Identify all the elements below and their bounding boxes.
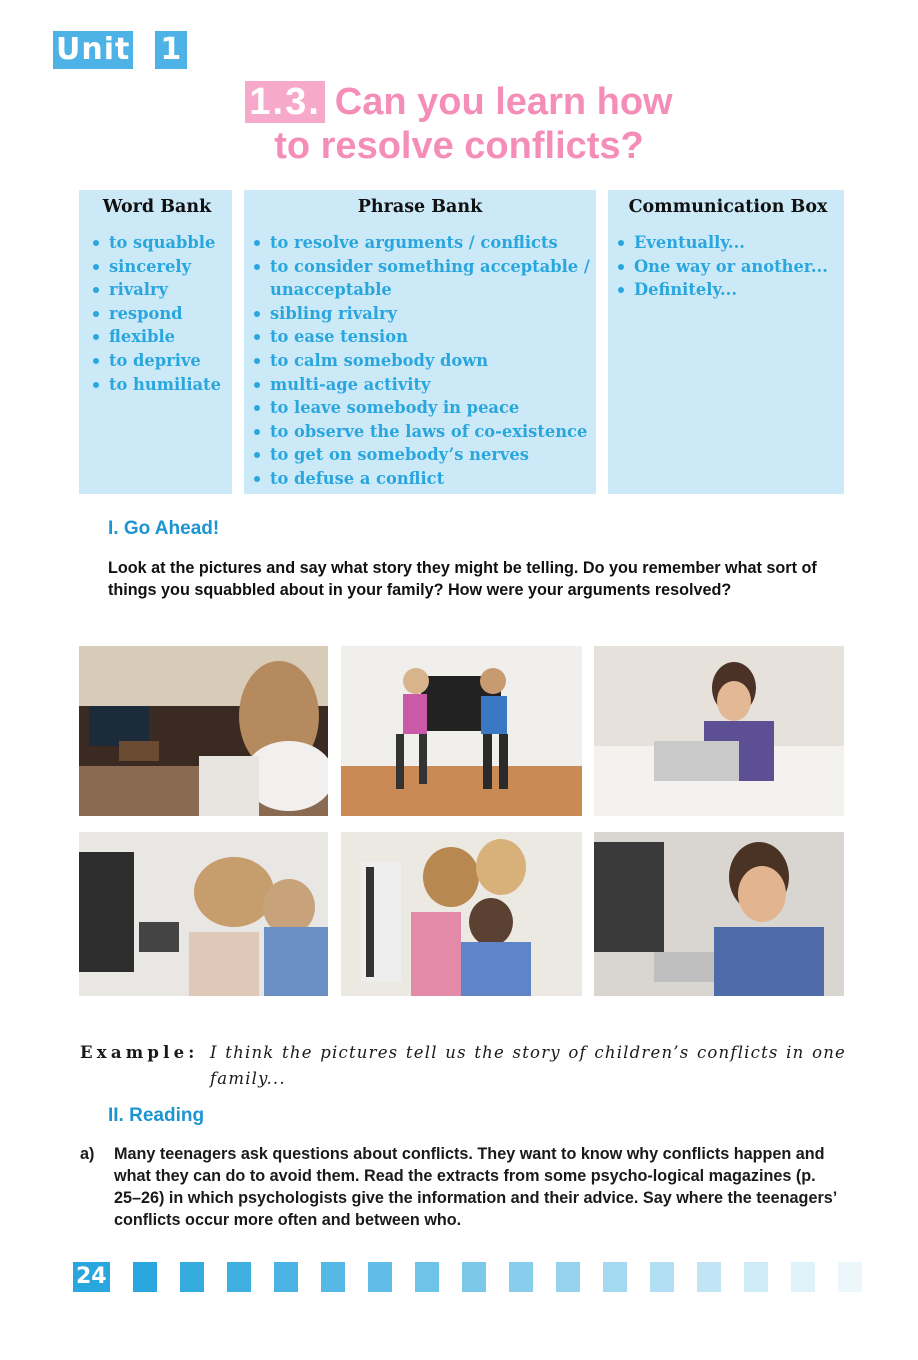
footer-square (556, 1262, 580, 1292)
list-item: to calm somebody down (252, 349, 596, 373)
lesson-title (0, 80, 918, 168)
phrase-bank-box (244, 190, 596, 494)
photo-girl-with-tv-remote (79, 646, 328, 816)
list-item: sincerely (91, 255, 232, 279)
footer-square (368, 1262, 392, 1292)
footer-square (838, 1262, 862, 1292)
footer-square (650, 1262, 674, 1292)
unit-number: 1 (155, 31, 187, 69)
page-number: 24 (73, 1262, 110, 1292)
list-item: to leave somebody in peace (252, 396, 596, 420)
word-bank-list (79, 227, 232, 396)
list-item: rivalry (91, 278, 232, 302)
reading-task-a (80, 1143, 846, 1231)
footer-square (133, 1262, 157, 1292)
unit-badge (53, 31, 187, 69)
list-item: multi-age activity (252, 373, 596, 397)
footer-square (744, 1262, 768, 1292)
footer-square (415, 1262, 439, 1292)
footer-square (509, 1262, 533, 1292)
list-item: One way or another... (616, 255, 844, 279)
communication-box-list (608, 227, 844, 302)
list-item: Definitely... (616, 278, 844, 302)
list-item: to deprive (91, 349, 232, 373)
communication-box-title: Communication Box (628, 197, 828, 217)
phrase-bank-list (244, 227, 596, 491)
lesson-title-line2: to resolve conflicts? (274, 125, 644, 167)
list-item: to ease tension (252, 325, 596, 349)
photo-family-at-computer (341, 832, 582, 996)
section-go-ahead-text: Look at the pictures and say what story they might be telling. Do you remember what sort of things you squabbled about in your family? How were your arguments resolved? (108, 559, 817, 599)
task-text: Many teenagers ask questions about conflicts. They want to know why conflicts happen and what they can do to avoid them. Read the extracts from some psycho-logical magazines (p. 25–26) in which psychologists give the information and their advice. Say where the teenagers’ conflicts occur more often and between who. (114, 1145, 837, 1229)
photo-siblings-at-computer (79, 832, 328, 996)
footer-square (180, 1262, 204, 1292)
unit-label: Unit (53, 31, 133, 69)
footer-square (603, 1262, 627, 1292)
footer-square (227, 1262, 251, 1292)
footer-square (791, 1262, 815, 1292)
photo-boy-with-laptop (594, 646, 844, 816)
list-item: to consider something acceptable / unacceptable (252, 255, 596, 302)
footer-square (274, 1262, 298, 1292)
list-item: to resolve arguments / conflicts (252, 231, 596, 255)
list-item: to observe the laws of co-existence (252, 420, 596, 444)
photo-siblings-tug-of-war (341, 646, 582, 816)
phrase-bank-title: Phrase Bank (357, 197, 483, 217)
footer-square (697, 1262, 721, 1292)
list-item: to defuse a conflict (252, 467, 596, 491)
example-label: Example: (80, 1043, 199, 1062)
example-block (80, 1040, 846, 1092)
word-bank-title: Word Bank (102, 197, 212, 217)
footer-square (321, 1262, 345, 1292)
task-marker: a) (80, 1145, 95, 1163)
list-item: sibling rivalry (252, 302, 596, 326)
list-item: Eventually... (616, 231, 844, 255)
list-item: to humiliate (91, 373, 232, 397)
communication-box (608, 190, 844, 494)
list-item: respond (91, 302, 232, 326)
photo-boy-at-computer (594, 832, 844, 996)
list-item: to get on somebody’s nerves (252, 443, 596, 467)
lesson-number: 1.3. (245, 81, 324, 123)
lesson-title-line1: Can you learn how (334, 81, 673, 123)
list-item: to squabble (91, 231, 232, 255)
section-reading-heading: II. Reading (108, 1105, 205, 1126)
footer-square (462, 1262, 486, 1292)
example-text: I think the pictures tell us the story of children’s conflicts in one family... (210, 1043, 846, 1088)
page-footer (73, 1262, 862, 1292)
section-go-ahead-heading: I. Go Ahead! (108, 518, 220, 539)
list-item: flexible (91, 325, 232, 349)
word-bank-box (79, 190, 232, 494)
